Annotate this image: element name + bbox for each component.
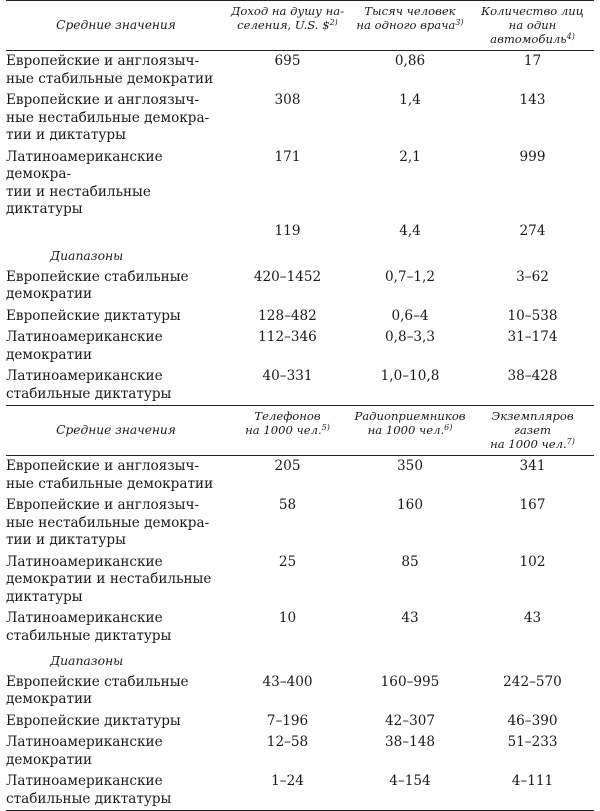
column-header-line1: Радиоприемников xyxy=(354,409,465,423)
table-cell: 274 xyxy=(471,221,594,243)
header-row xyxy=(6,1,594,51)
table-cell: 2,1 xyxy=(349,147,471,221)
row-label xyxy=(6,732,226,771)
footnote-marker: 7) xyxy=(567,437,575,446)
table-cell: 0,6–4 xyxy=(349,306,471,328)
row-label xyxy=(6,672,226,711)
table-cell: 1,0–10,8 xyxy=(349,366,471,406)
table-cell: 420–1452 xyxy=(226,267,349,306)
column-header-line2: на одного врача xyxy=(356,18,455,32)
table-row xyxy=(6,306,594,328)
header-label: Средние значения xyxy=(6,1,226,51)
table-cell: 1–24 xyxy=(226,771,349,811)
row-label-line: ные стабильные демократии xyxy=(6,476,213,492)
row-label-line: Латиноамериканские xyxy=(6,773,163,789)
table-row xyxy=(6,221,594,243)
column-header xyxy=(349,1,471,51)
table-cell: 1,4 xyxy=(349,90,471,147)
row-label xyxy=(6,51,226,90)
table-cell: 51–233 xyxy=(471,732,594,771)
row-label xyxy=(6,221,226,243)
row-label xyxy=(6,456,226,495)
table-row xyxy=(6,327,594,366)
row-label-line: Латиноамериканские xyxy=(6,329,163,345)
column-header-line1: Экземпляров газет xyxy=(491,409,573,437)
row-label-line: стабильные диктатуры xyxy=(6,791,171,807)
column-header-line1: Доход на душу на- xyxy=(231,4,344,18)
row-label xyxy=(6,90,226,147)
table-cell: 999 xyxy=(471,147,594,221)
table-cell: 0,8–3,3 xyxy=(349,327,471,366)
ranges-subheader-row xyxy=(6,647,594,672)
table-cell: 167 xyxy=(471,495,594,552)
column-header-line1: Телефонов xyxy=(254,409,320,423)
row-label-line: демократии xyxy=(6,347,92,363)
table-cell: 38–148 xyxy=(349,732,471,771)
row-label-line: диктатуры xyxy=(6,589,83,605)
table-cell: 308 xyxy=(226,90,349,147)
row-label-line: ные стабильные демократии xyxy=(6,71,213,87)
table-cell: 4–111 xyxy=(471,771,594,811)
table-cell: 143 xyxy=(471,90,594,147)
table-cell: 171 xyxy=(226,147,349,221)
column-header-line2: на 1000 чел. xyxy=(368,423,445,437)
table-cell: 42–307 xyxy=(349,711,471,733)
table-cell: 112–346 xyxy=(226,327,349,366)
row-label-line: Европейские и англоязыч- xyxy=(6,458,199,474)
row-label-line: Европейские и англоязыч- xyxy=(6,497,199,513)
table-cell: 3–62 xyxy=(471,267,594,306)
column-header xyxy=(226,1,349,51)
table-row xyxy=(6,672,594,711)
table-cell: 242–570 xyxy=(471,672,594,711)
row-label-line: Европейские стабильные xyxy=(6,674,189,690)
table-cell: 695 xyxy=(226,51,349,90)
table-cell: 160–995 xyxy=(349,672,471,711)
row-label-line: тии и диктатуры xyxy=(6,532,126,548)
column-header-line2: селения, U.S. $ xyxy=(237,18,329,32)
column-header xyxy=(471,1,594,51)
row-label-line: стабильные диктатуры xyxy=(6,386,171,402)
row-label-line: Латиноамериканские xyxy=(6,610,163,626)
row-label-line: Латиноамериканские xyxy=(6,368,163,384)
footnote-marker: 5) xyxy=(322,423,330,432)
table-cell: 58 xyxy=(226,495,349,552)
table-cell: 341 xyxy=(471,456,594,495)
table-cell: 12–58 xyxy=(226,732,349,771)
table-row xyxy=(6,608,594,647)
row-label-line: Европейские и англоязыч- xyxy=(6,92,199,108)
row-label-line: ные нестабильные демокра- xyxy=(6,110,209,126)
row-label xyxy=(6,711,226,733)
table-row xyxy=(6,771,594,811)
row-label xyxy=(6,327,226,366)
row-label-line: демократии xyxy=(6,691,92,707)
table-cell: 119 xyxy=(226,221,349,243)
row-label-line: демократии xyxy=(6,286,92,302)
row-label xyxy=(6,147,226,221)
ranges-subheader-row xyxy=(6,242,594,267)
row-label xyxy=(6,608,226,647)
table-cell: 31–174 xyxy=(471,327,594,366)
row-label xyxy=(6,552,226,609)
column-header-line1: Тысяч человек xyxy=(364,4,455,18)
row-label xyxy=(6,366,226,406)
table-body xyxy=(6,1,594,811)
table-cell: 0,7–1,2 xyxy=(349,267,471,306)
table-cell: 102 xyxy=(471,552,594,609)
header-row xyxy=(6,406,594,456)
row-label xyxy=(6,495,226,552)
row-label-line: Европейские и англоязыч- xyxy=(6,53,199,69)
table-cell: 43–400 xyxy=(226,672,349,711)
table-row xyxy=(6,147,594,221)
table-row xyxy=(6,732,594,771)
footnote-marker: 2) xyxy=(330,18,338,27)
row-label xyxy=(6,771,226,811)
row-label-line: Латиноамериканские xyxy=(6,734,163,750)
table-row xyxy=(6,552,594,609)
table-row xyxy=(6,90,594,147)
row-label-line: Латиноамериканские демокра- xyxy=(6,149,163,183)
table-cell: 40–331 xyxy=(226,366,349,406)
table-cell: 4,4 xyxy=(349,221,471,243)
table-cell: 10 xyxy=(226,608,349,647)
column-header xyxy=(349,406,471,456)
row-label-line: Европейские диктатуры xyxy=(6,308,181,324)
row-label-line: тии и диктатуры xyxy=(6,127,126,143)
table-row xyxy=(6,51,594,90)
column-header-line2: на 1000 чел. xyxy=(490,437,567,451)
ranges-subheader: Диапазоны xyxy=(6,647,594,672)
table-row xyxy=(6,456,594,495)
table-cell: 43 xyxy=(349,608,471,647)
row-label-line: демократии xyxy=(6,752,92,768)
column-header-line2: на один автомобиль xyxy=(490,18,566,46)
table-row xyxy=(6,366,594,406)
footnote-marker: 6) xyxy=(444,423,452,432)
table-row xyxy=(6,495,594,552)
table-cell: 128–482 xyxy=(226,306,349,328)
column-header xyxy=(226,406,349,456)
ranges-subheader: Диапазоны xyxy=(6,242,594,267)
table-cell: 0,86 xyxy=(349,51,471,90)
footnote-marker: 3) xyxy=(455,18,463,27)
table-cell: 7–196 xyxy=(226,711,349,733)
table-cell: 160 xyxy=(349,495,471,552)
row-label-line: ные нестабильные демокра- xyxy=(6,515,209,531)
table-cell: 4–154 xyxy=(349,771,471,811)
table-cell: 85 xyxy=(349,552,471,609)
table-cell: 10–538 xyxy=(471,306,594,328)
table-cell: 43 xyxy=(471,608,594,647)
row-label-line: Европейские диктатуры xyxy=(6,713,181,729)
table-cell: 38–428 xyxy=(471,366,594,406)
table-row xyxy=(6,711,594,733)
row-label xyxy=(6,267,226,306)
footnote-marker: 4) xyxy=(567,32,575,41)
row-label xyxy=(6,306,226,328)
column-header-line2: на 1000 чел. xyxy=(245,423,322,437)
table-cell: 350 xyxy=(349,456,471,495)
row-label-line: стабильные диктатуры xyxy=(6,628,171,644)
table-cell: 25 xyxy=(226,552,349,609)
table-cell: 205 xyxy=(226,456,349,495)
row-label-line: тии и нестабильные диктатуры xyxy=(6,184,151,218)
row-label-line: Латиноамериканские xyxy=(6,554,163,570)
table-cell: 46–390 xyxy=(471,711,594,733)
header-label: Средние значения xyxy=(6,406,226,456)
row-label-line: демократии и нестабильные xyxy=(6,571,211,587)
statistics-table xyxy=(6,0,594,811)
column-header xyxy=(471,406,594,456)
column-header-line1: Количество лиц xyxy=(481,4,584,18)
table-cell: 17 xyxy=(471,51,594,90)
row-label-line: Европейские стабильные xyxy=(6,269,189,285)
table-row xyxy=(6,267,594,306)
